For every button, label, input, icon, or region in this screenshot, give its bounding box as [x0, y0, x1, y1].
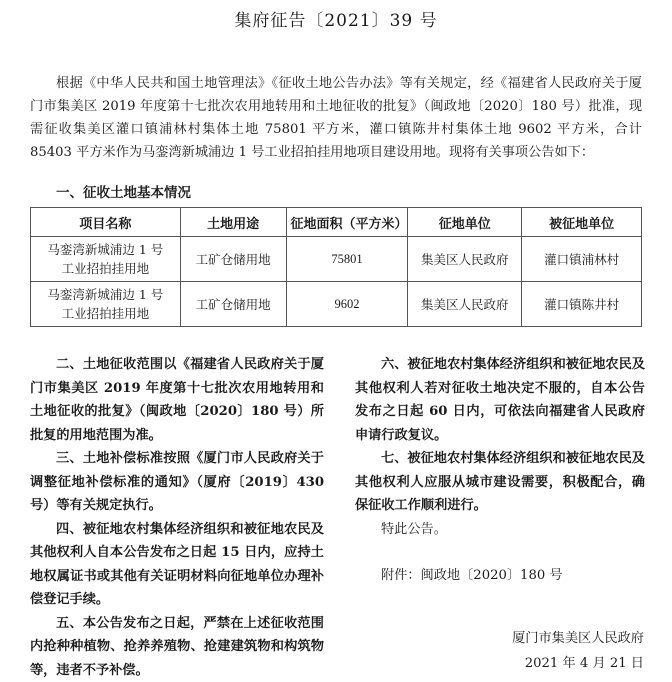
signature-date: 2021 年 4 月 21 日: [525, 652, 644, 671]
clause-7: 七、被征地农村集体经济组织和被征地农民及其他权利人应服从城市建设需要，积极配合，确保征收工作顺利进行。: [355, 447, 645, 518]
header-area: 征地面积（平方米）: [286, 208, 408, 237]
attachment-note: 附件：闽政地〔2020〕180 号: [355, 564, 645, 588]
clause-2: 二、土地征收范围以《福建省人民政府关于厦门市集美区 2019 年度第十七批次农用地转用和土地征收的批复》（闽政地〔2020〕180 号）所批复的用地范围为准。: [30, 353, 324, 447]
header-acquiring-unit: 征地单位: [408, 208, 522, 237]
section-heading-1: 一、征收土地基本情况: [56, 181, 191, 201]
clause-5: 五、本公告发布之日起，严禁在上述征收范围内抢种种植物、抢养养殖物、抢建建筑物和构筑物等，违者不予补偿。: [30, 612, 324, 682]
header-acquired-unit: 被征地单位: [522, 208, 642, 237]
header-project-name: 项目名称: [31, 208, 181, 237]
cell-acquired-unit: 灌口镇浦林村: [522, 237, 642, 282]
cell-area: 9602: [286, 282, 408, 327]
table-row: [31, 237, 642, 282]
intro-paragraph: 根据《中华人民共和国土地管理法》《征收土地公告办法》等有关规定，经《福建省人民政府关于厦门市集美区 2019 年度第十七批次农用地转用和土地征收的批复》（闽政地〔2020〕180 号）批准，现需征收集美区灌口镇浦林村集体土地 75801 平方米，灌口镇陈井村集体土地 9602 平方米，合计 85403 平方米作为马銮湾新城浦边 1 号工业招拍挂用地项目建设用地。现将有关事项公告如下：: [30, 72, 642, 164]
cell-acquired-unit: 灌口镇陈井村: [522, 282, 642, 327]
cell-land-use: 工矿仓储用地: [180, 282, 286, 327]
cell-project-name: 马銮湾新城浦边 1 号 工业招拍挂用地: [31, 282, 181, 327]
signature-organization: 厦门市集美区人民政府: [512, 627, 644, 646]
right-column: [355, 353, 645, 588]
left-column: [30, 353, 324, 682]
table-row: [31, 282, 642, 327]
land-table: [30, 207, 642, 327]
notice-title: 集府征告〔2021〕39 号: [0, 6, 672, 31]
clause-3: 三、土地补偿标准按照《厦门市人民政府关于调整征地补偿标准的通知》（厦府〔2019〕430 号）等有关规定执行。: [30, 447, 324, 518]
cell-acquiring-unit: 集美区人民政府: [408, 282, 522, 327]
cell-project-name: 马銮湾新城浦边 1 号 工业招拍挂用地: [31, 237, 181, 282]
clause-4: 四、被征地农村集体经济组织和被征地农民及其他权利人自本公告发布之日起 15 日内，应持土地权属证书或其他有关证明材料向征地单位办理补偿登记手续。: [30, 518, 324, 612]
header-land-use: 土地用途: [180, 208, 286, 237]
closing-text: 特此公告。: [355, 518, 645, 542]
cell-acquiring-unit: 集美区人民政府: [408, 237, 522, 282]
cell-area: 75801: [286, 237, 408, 282]
clause-6: 六、被征地农村集体经济组织和被征地农民及其他权利人若对征收土地决定不服的，自本公告发布之日起 60 日内，可依法向福建省人民政府申请行政复议。: [355, 353, 645, 447]
table-header-row: [31, 208, 642, 237]
cell-land-use: 工矿仓储用地: [180, 237, 286, 282]
